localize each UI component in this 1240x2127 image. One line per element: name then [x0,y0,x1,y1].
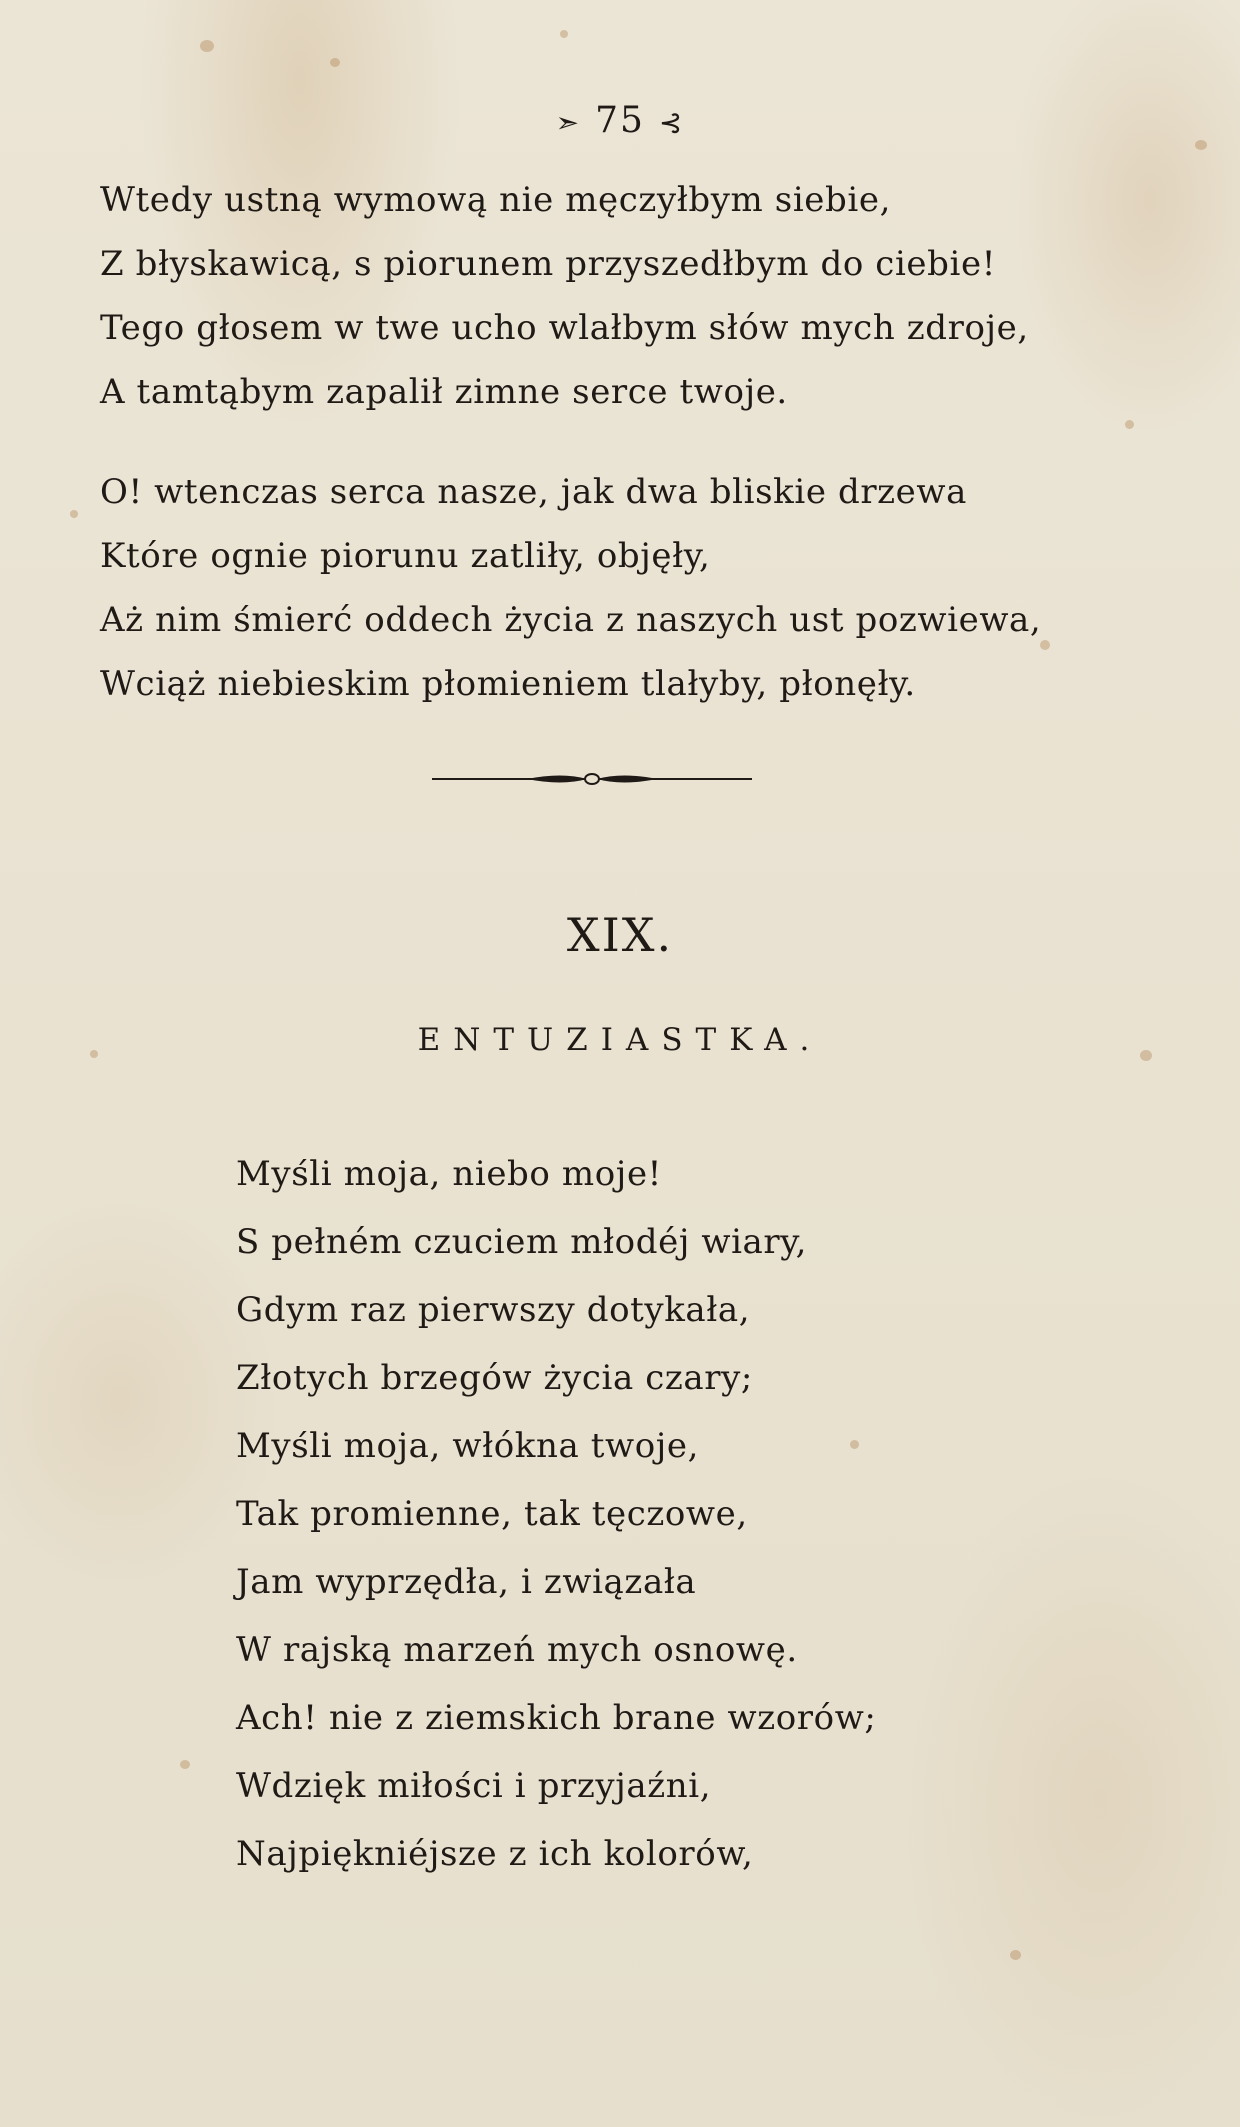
foxing-spot [1010,1950,1021,1960]
foxing-spot [70,510,78,518]
poem-number: XIX. [566,908,674,962]
stanza-1 [100,168,1140,424]
foxing-spot [560,30,568,38]
verse-line: Które ognie piorunu zatliły, objęły, [100,536,711,576]
verse-line: Wtedy ustną wymową nie męczyłbym siebie, [100,180,891,220]
verse-line: Tego głosem w twe ucho wlałbym słów mych zdroje, [100,308,1029,348]
foxing-spot [330,58,340,67]
foxing-spot [1195,140,1207,150]
foxing-spot [180,1760,190,1769]
section-divider-ornament [432,772,752,786]
verse-line: Ach! nie z ziemskich brane wzorów; [236,1698,877,1738]
verse-line: Wciąż niebieskim płomieniem tlałyby, płonęły. [100,664,916,704]
verse-line: W rajską marzeń mych osnowę. [236,1630,798,1670]
verse-line: A tamtąbym zapalił zimne serce twoje. [100,372,788,412]
page-number-header [0,100,1240,141]
verse-line: Złotych brzegów życia czary; [236,1358,753,1398]
verse-line: Myśli moja, niebo moje! [236,1154,662,1194]
verse-line: Gdym raz pierwszy dotykała, [236,1290,751,1330]
poem-body [236,1140,1136,1888]
stanza-2 [100,460,1140,716]
poem-title: ENTUZIASTKA. [417,1022,823,1058]
verse-line: Z błyskawicą, s piorunem przyszedłbym do ciebie! [100,244,996,284]
ornament-right-icon: ⊰ [658,106,685,139]
ornament-left-icon: ➣ [555,106,582,139]
verse-line: Najpiękniéjsze z ich kolorów, [236,1834,754,1874]
verse-line: O! wtenczas serca nasze, jak dwa bliskie drzewa [100,472,967,512]
page-number: 75 [595,100,645,141]
verse-line: Wdzięk miłości i przyjaźni, [236,1766,712,1806]
foxing-spot [200,40,214,52]
verse-line: Jam wyprzędła, i związała [236,1562,697,1602]
verse-line: Myśli moja, włókna twoje, [236,1426,700,1466]
verse-line: Tak promienne, tak tęczowe, [236,1494,748,1534]
verse-line: Aż nim śmierć oddech życia z naszych ust pozwiewa, [100,600,1042,640]
verse-line: S pełném czuciem młodéj wiary, [236,1222,807,1262]
